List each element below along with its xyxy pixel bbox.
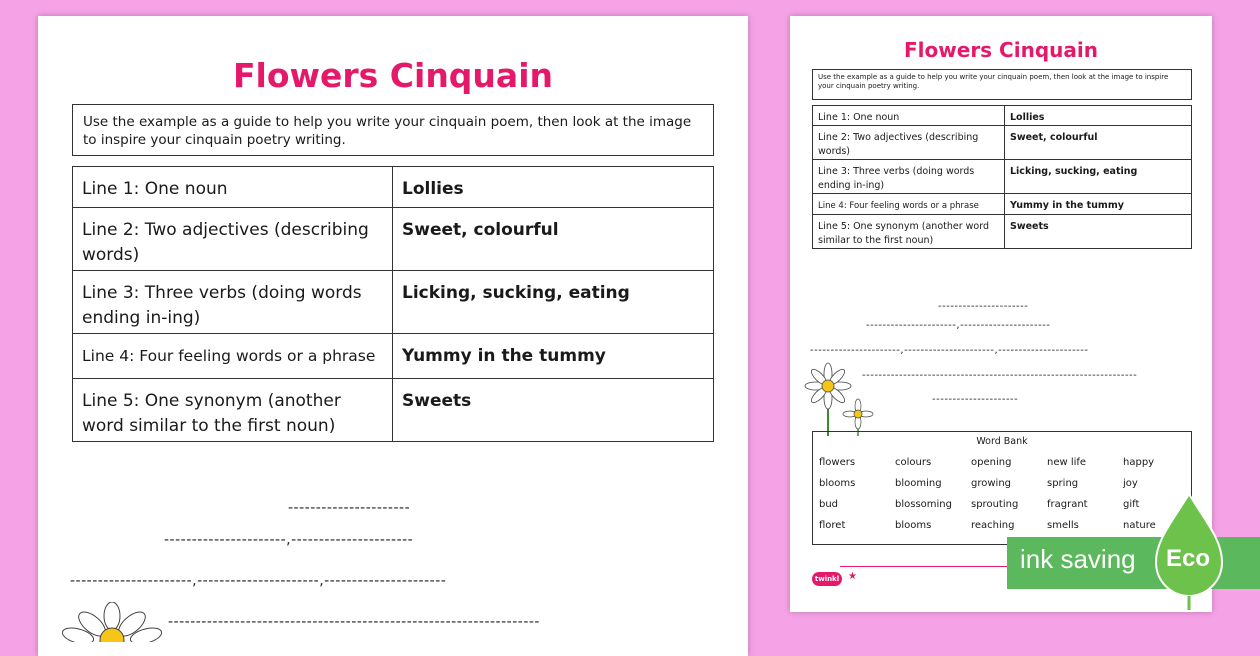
- star-icon: ★: [848, 571, 857, 582]
- ink-saving-label: ink saving: [1020, 544, 1136, 574]
- word-bank-word: floret: [819, 520, 846, 531]
- word-bank-word: blooms: [895, 520, 932, 531]
- word-bank-word: sprouting: [971, 499, 1019, 510]
- word-bank-word: opening: [971, 457, 1012, 468]
- word-bank: [812, 431, 1192, 545]
- word-bank-word: new life: [1047, 457, 1087, 468]
- twinkl-logo: twinkl: [812, 572, 842, 586]
- page-title: Flowers Cinquain: [904, 38, 1098, 62]
- daisy-flowers-icon: [802, 362, 874, 436]
- line-answer: Sweet, colourful: [1005, 126, 1192, 160]
- word-bank-word: smells: [1047, 520, 1079, 531]
- line-answer: Licking, sucking, eating: [393, 271, 714, 334]
- line-label: Line 5: One synonym (another word similar to the first noun): [813, 215, 1005, 249]
- line-label: Line 5: One synonym (another word similar to the first noun): [73, 379, 393, 442]
- line-label: Line 2: Two adjectives (describing words): [73, 208, 393, 271]
- line-answer: Sweets: [1005, 215, 1192, 249]
- word-bank-word: happy: [1123, 457, 1155, 468]
- table-row: [73, 208, 714, 271]
- word-bank-word: nature: [1123, 520, 1156, 531]
- line-answer: Yummy in the tummy: [1005, 194, 1192, 215]
- instructions-box: Use the example as a guide to help you write your cinquain poem, then look at the image to inspire your cinquain poetry writing.: [812, 69, 1192, 100]
- line-answer: Lollies: [1005, 106, 1192, 126]
- table-row: [73, 334, 714, 379]
- poem-line-4: -------------------------------------------------------------------: [862, 370, 1138, 381]
- word-bank-word: spring: [1047, 478, 1079, 489]
- table-row: [813, 194, 1192, 215]
- line-answer: Lollies: [393, 167, 714, 208]
- poem-line-3: ----------------------,----------------------,----------------------: [70, 573, 447, 589]
- cinquain-table: [72, 166, 714, 442]
- word-bank-word: colours: [895, 457, 932, 468]
- poem-line-2: ----------------------,----------------------: [866, 320, 1051, 331]
- poem-line-1: ----------------------: [938, 301, 1029, 312]
- poem-line-3: ----------------------,----------------------,----------------------: [810, 345, 1089, 356]
- table-row: [73, 271, 714, 334]
- line-answer: Sweets: [393, 379, 714, 442]
- poem-line-4: -------------------------------------------------------------------: [168, 614, 540, 630]
- line-label: Line 2: Two adjectives (describing words): [813, 126, 1005, 160]
- word-bank-word: blossoming: [895, 499, 952, 510]
- line-label: Line 3: Three verbs (doing words ending in-ing): [73, 271, 393, 334]
- word-bank-word: flowers: [819, 457, 856, 468]
- line-label: Line 4: Four feeling words or a phrase: [73, 334, 393, 379]
- line-label: Line 3: Three verbs (doing words ending in-ing): [813, 160, 1005, 194]
- word-bank-word: blooms: [819, 478, 856, 489]
- word-bank-word: blooming: [895, 478, 942, 489]
- line-answer: Yummy in the tummy: [393, 334, 714, 379]
- worksheet-small: [790, 16, 1212, 612]
- worksheet-large: [38, 16, 748, 656]
- poem-line-5: ---------------------: [932, 394, 1019, 405]
- word-bank-word: bud: [819, 499, 839, 510]
- word-bank-word: reaching: [971, 520, 1015, 531]
- table-row: [73, 379, 714, 442]
- word-bank-word: growing: [971, 478, 1011, 489]
- line-answer: Sweet, colourful: [393, 208, 714, 271]
- line-answer: Licking, sucking, eating: [1005, 160, 1192, 194]
- word-bank-word: gift: [1123, 499, 1140, 510]
- line-label: Line 1: One noun: [73, 167, 393, 208]
- line-label: Line 4: Four feeling words or a phrase: [813, 194, 1005, 215]
- instructions-box: Use the example as a guide to help you write your cinquain poem, then look at the image to inspire your cinquain poetry writing.: [72, 104, 714, 156]
- word-bank-title: Word Bank: [976, 436, 1028, 447]
- table-row: [73, 167, 714, 208]
- cinquain-table: [812, 105, 1192, 249]
- poem-line-1: ----------------------: [288, 500, 411, 516]
- word-bank-word: joy: [1123, 478, 1138, 489]
- daisy-flower-icon: [62, 602, 162, 642]
- table-row: [813, 126, 1192, 160]
- poem-line-2: ----------------------,----------------------: [164, 532, 414, 548]
- eco-label: Eco: [1166, 545, 1211, 572]
- table-row: [813, 215, 1192, 249]
- table-row: [813, 106, 1192, 126]
- line-label: Line 1: One noun: [813, 106, 1005, 126]
- table-row: [813, 160, 1192, 194]
- page-title: Flowers Cinquain: [232, 56, 553, 95]
- word-bank-word: fragrant: [1047, 499, 1088, 510]
